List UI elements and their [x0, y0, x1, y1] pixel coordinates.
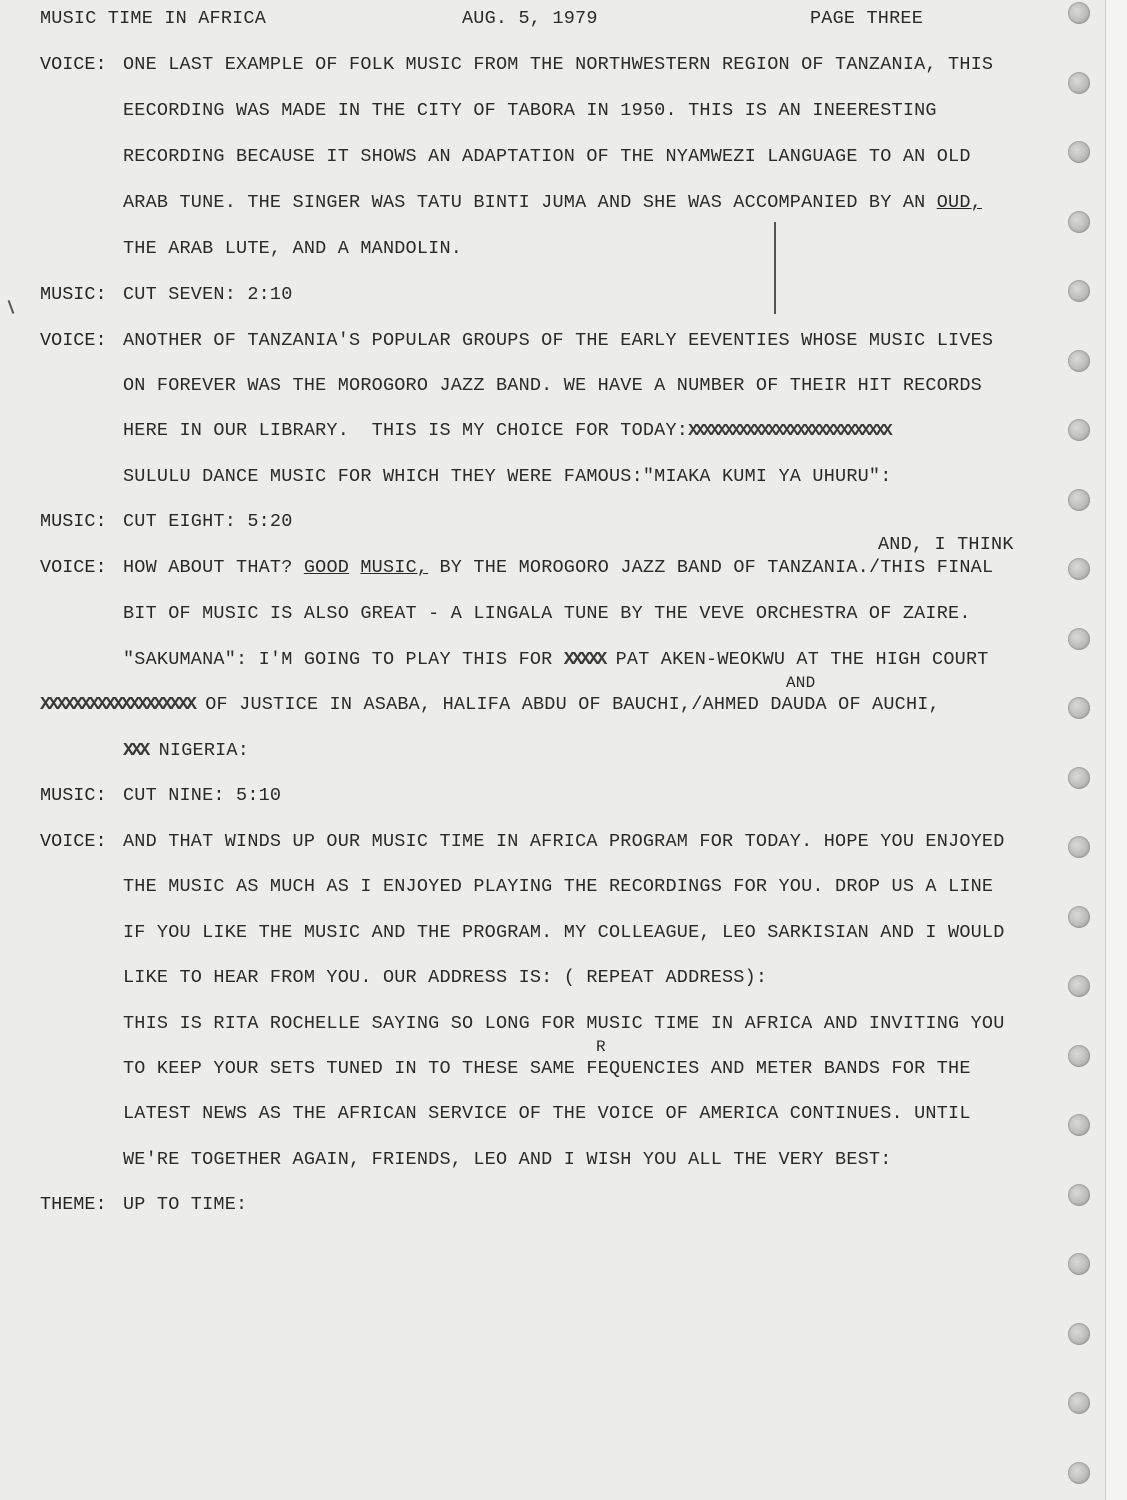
feed-hole — [1068, 1045, 1090, 1067]
script-line — [123, 557, 993, 579]
handwritten-insert: R — [596, 1038, 606, 1056]
script-line-text: ARAB TUNE. THE SINGER WAS TATU BINTI JUMA AND SHE WAS ACCOMPANIED BY AN — [123, 192, 937, 213]
script-line-text: HERE IN OUR LIBRARY. THIS IS MY CHOICE FOR TODAY: — [123, 420, 689, 441]
struck-out-text: XXXXXXXXXXXXXXXXXXXXXXXXXXXX — [688, 422, 890, 441]
handwritten-insert: AND — [786, 674, 816, 692]
script-line — [123, 420, 890, 443]
tractor-feed-strip — [1105, 0, 1127, 1500]
underlined-word: MUSIC, — [360, 557, 429, 578]
script-line-text: HOW ABOUT THAT? — [123, 557, 304, 578]
header-page: PAGE THREE — [810, 8, 924, 29]
feed-hole — [1068, 1392, 1090, 1414]
tractor-feed-holes — [1068, 0, 1094, 1500]
feed-hole — [1068, 1184, 1090, 1206]
script-line — [123, 740, 249, 762]
feed-hole — [1068, 836, 1090, 858]
feed-hole — [1068, 628, 1090, 650]
feed-hole — [1068, 558, 1090, 580]
speaker-label: MUSIC: — [40, 511, 107, 532]
feed-hole — [1068, 1253, 1090, 1275]
feed-hole — [1068, 1462, 1090, 1484]
script-line: RECORDING BECAUSE IT SHOWS AN ADAPTATION OF THE NYAMWEZI LANGUAGE TO AN OLD — [123, 146, 971, 167]
feed-hole — [1068, 419, 1090, 441]
pencil-mark — [8, 300, 15, 314]
music-cue: CUT EIGHT: 5:20 — [123, 511, 293, 532]
speaker-label: VOICE: — [40, 557, 107, 578]
script-line: WE'RE TOGETHER AGAIN, FRIENDS, LEO AND I WISH YOU ALL THE VERY BEST: — [123, 1149, 892, 1170]
underlined-word: OUD, — [936, 192, 982, 213]
script-line-tail: BY THE MOROGORO JAZZ BAND OF TANZANIA./THIS FINAL — [428, 557, 994, 578]
feed-hole — [1068, 906, 1090, 928]
script-line: LATEST NEWS AS THE AFRICAN SERVICE OF THE VOICE OF AMERICA CONTINUES. UNTIL — [123, 1103, 971, 1124]
script-line: EECORDING WAS MADE IN THE CITY OF TABORA IN 1950. THIS IS AN INEERESTING — [123, 100, 937, 121]
script-line-text: OF JUSTICE IN ASABA, HALIFA ABDU OF BAUCHI,/AHMED DAUDA OF AUCHI, — [193, 694, 940, 715]
feed-hole — [1068, 1323, 1090, 1345]
script-line — [40, 694, 940, 716]
speaker-label: VOICE: — [40, 330, 107, 351]
script-line: AND THAT WINDS UP OUR MUSIC TIME IN AFRICA PROGRAM FOR TODAY. HOPE YOU ENJOYED — [123, 831, 1005, 852]
script-line-text: NIGERIA: — [147, 740, 250, 761]
feed-hole — [1068, 2, 1090, 24]
feed-hole — [1068, 489, 1090, 511]
feed-hole — [1068, 767, 1090, 789]
header-date: AUG. 5, 1979 — [462, 8, 598, 29]
script-line: SULULU DANCE MUSIC FOR WHICH THEY WERE FAMOUS:"MIAKA KUMI YA UHURU": — [123, 466, 892, 487]
pencil-mark — [774, 222, 776, 314]
script-line-tail: PAT AKEN-WEOKWU AT THE HIGH COURT — [604, 649, 989, 670]
feed-hole — [1068, 141, 1090, 163]
speaker-label: THEME: — [40, 1194, 107, 1215]
feed-hole — [1068, 1114, 1090, 1136]
script-line: BIT OF MUSIC IS ALSO GREAT - A LINGALA TUNE BY THE VEVE ORCHESTRA OF ZAIRE. — [123, 603, 971, 624]
struck-out-text: XXX — [123, 740, 148, 761]
speaker-label: MUSIC: — [40, 785, 107, 806]
speaker-label: VOICE: — [40, 831, 107, 852]
struck-out-text: XXXXX — [563, 649, 605, 670]
feed-hole — [1068, 975, 1090, 997]
feed-hole — [1068, 280, 1090, 302]
underlined-word: GOOD — [303, 557, 350, 578]
script-line: LIKE TO HEAR FROM YOU. OUR ADDRESS IS: ( REPEAT ADDRESS): — [123, 967, 768, 988]
feed-hole — [1068, 350, 1090, 372]
script-line: ON FOREVER WAS THE MOROGORO JAZZ BAND. WE HAVE A NUMBER OF THEIR HIT RECORDS — [123, 375, 982, 396]
script-line: THE MUSIC AS MUCH AS I ENJOYED PLAYING THE RECORDINGS FOR YOU. DROP US A LINE — [123, 876, 994, 897]
theme-cue: UP TO TIME: — [123, 1194, 248, 1215]
script-line: ONE LAST EXAMPLE OF FOLK MUSIC FROM THE NORTHWESTERN REGION OF TANZANIA, THIS — [123, 54, 994, 75]
header-program: MUSIC TIME IN AFRICA — [40, 8, 267, 29]
feed-hole — [1068, 697, 1090, 719]
speaker-label: VOICE: — [40, 54, 107, 75]
script-line-text: "SAKUMANA": I'M GOING TO PLAY THIS FOR — [123, 649, 564, 670]
feed-hole — [1068, 211, 1090, 233]
music-cue: CUT NINE: 5:10 — [123, 785, 282, 806]
feed-hole — [1068, 72, 1090, 94]
music-cue: CUT SEVEN: 2:10 — [123, 284, 293, 305]
script-line: TO KEEP YOUR SETS TUNED IN TO THESE SAME FEQUENCIES AND METER BANDS FOR THE — [123, 1058, 971, 1079]
speaker-label: MUSIC: — [40, 284, 107, 305]
script-line: ANOTHER OF TANZANIA'S POPULAR GROUPS OF THE EARLY EEVENTIES WHOSE MUSIC LIVES — [123, 330, 994, 351]
handwritten-insert: AND, I THINK — [878, 534, 1014, 555]
struck-out-text: XXXXXXXXXXXXXXXXXXX — [40, 694, 194, 715]
script-line — [123, 649, 989, 671]
script-line: THE ARAB LUTE, AND A MANDOLIN. — [123, 238, 463, 259]
script-line: THIS IS RITA ROCHELLE SAYING SO LONG FOR MUSIC TIME IN AFRICA AND INVITING YOU — [123, 1013, 1005, 1034]
script-line — [123, 192, 982, 214]
script-line: IF YOU LIKE THE MUSIC AND THE PROGRAM. MY COLLEAGUE, LEO SARKISIAN AND I WOULD — [123, 922, 1005, 943]
